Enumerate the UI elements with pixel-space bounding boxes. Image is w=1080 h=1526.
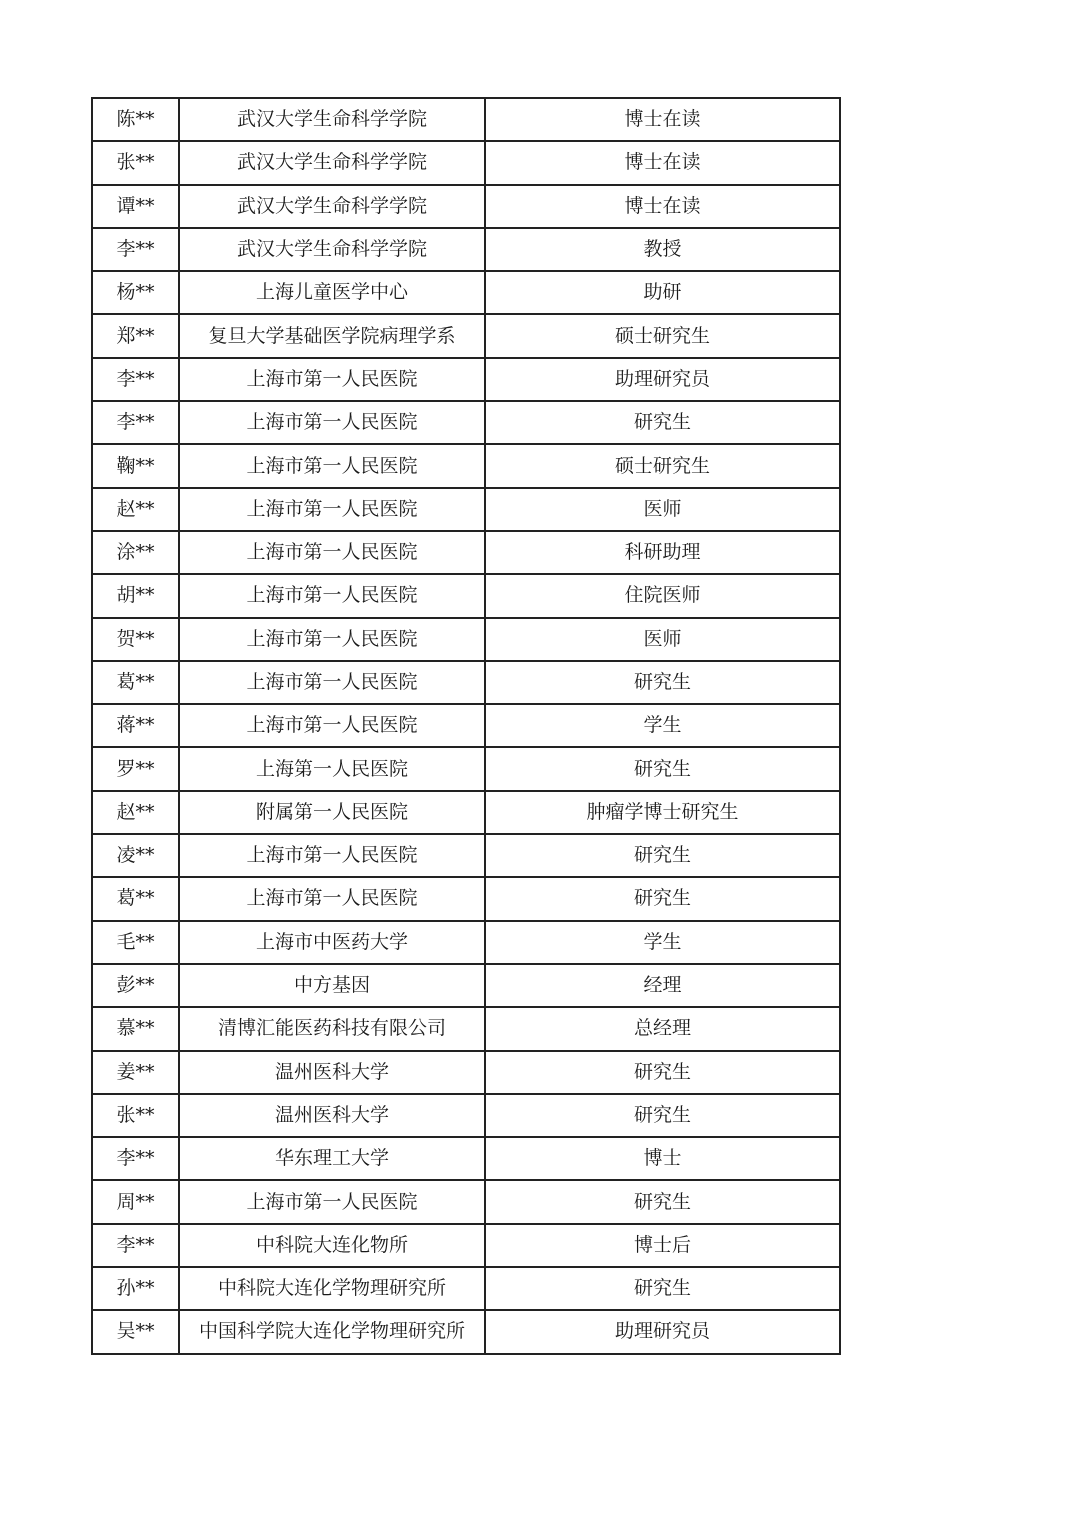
title-cell: 教授 xyxy=(485,228,840,271)
title-cell: 经理 xyxy=(485,964,840,1007)
organization-cell: 复旦大学基础医学院病理学系 xyxy=(179,314,485,357)
table-row xyxy=(92,1267,840,1310)
table-row xyxy=(92,444,840,487)
organization-cell: 上海市第一人民医院 xyxy=(179,834,485,877)
name-cell: 贺** xyxy=(92,618,179,661)
title-cell: 助理研究员 xyxy=(485,1310,840,1353)
organization-cell: 上海市第一人民医院 xyxy=(179,531,485,574)
organization-cell: 中方基因 xyxy=(179,964,485,1007)
table-row xyxy=(92,488,840,531)
organization-cell: 上海市第一人民医院 xyxy=(179,401,485,444)
table-row xyxy=(92,747,840,790)
name-cell: 葛** xyxy=(92,877,179,920)
organization-cell: 武汉大学生命科学学院 xyxy=(179,228,485,271)
organization-cell: 上海市第一人民医院 xyxy=(179,574,485,617)
title-cell: 研究生 xyxy=(485,1180,840,1223)
title-cell: 总经理 xyxy=(485,1007,840,1050)
table-row xyxy=(92,98,840,141)
table-row xyxy=(92,358,840,401)
organization-cell: 上海市第一人民医院 xyxy=(179,444,485,487)
name-cell: 谭** xyxy=(92,185,179,228)
title-cell: 助研 xyxy=(485,271,840,314)
name-cell: 李** xyxy=(92,228,179,271)
title-cell: 博士在读 xyxy=(485,141,840,184)
title-cell: 研究生 xyxy=(485,1267,840,1310)
organization-cell: 温州医科大学 xyxy=(179,1051,485,1094)
organization-cell: 清博汇能医药科技有限公司 xyxy=(179,1007,485,1050)
organization-cell: 上海市第一人民医院 xyxy=(179,661,485,704)
organization-cell: 武汉大学生命科学学院 xyxy=(179,98,485,141)
title-cell: 博士 xyxy=(485,1137,840,1180)
name-cell: 李** xyxy=(92,401,179,444)
table-row xyxy=(92,141,840,184)
organization-cell: 华东理工大学 xyxy=(179,1137,485,1180)
name-cell: 吴** xyxy=(92,1310,179,1353)
title-cell: 博士后 xyxy=(485,1224,840,1267)
title-cell: 研究生 xyxy=(485,661,840,704)
title-cell: 博士在读 xyxy=(485,185,840,228)
title-cell: 研究生 xyxy=(485,401,840,444)
organization-cell: 上海市第一人民医院 xyxy=(179,488,485,531)
title-cell: 医师 xyxy=(485,488,840,531)
name-cell: 周** xyxy=(92,1180,179,1223)
name-cell: 胡** xyxy=(92,574,179,617)
name-cell: 姜** xyxy=(92,1051,179,1094)
name-cell: 赵** xyxy=(92,791,179,834)
table-row xyxy=(92,531,840,574)
name-cell: 李** xyxy=(92,358,179,401)
name-cell: 涂** xyxy=(92,531,179,574)
title-cell: 学生 xyxy=(485,921,840,964)
table-row xyxy=(92,921,840,964)
name-cell: 毛** xyxy=(92,921,179,964)
title-cell: 研究生 xyxy=(485,834,840,877)
name-cell: 张** xyxy=(92,1094,179,1137)
table-row xyxy=(92,574,840,617)
organization-cell: 武汉大学生命科学学院 xyxy=(179,185,485,228)
table-row xyxy=(92,314,840,357)
name-cell: 张** xyxy=(92,141,179,184)
table-row xyxy=(92,1137,840,1180)
organization-cell: 中科院大连化物所 xyxy=(179,1224,485,1267)
name-cell: 陈** xyxy=(92,98,179,141)
organization-cell: 武汉大学生命科学学院 xyxy=(179,141,485,184)
name-cell: 孙** xyxy=(92,1267,179,1310)
name-cell: 葛** xyxy=(92,661,179,704)
name-cell: 鞠** xyxy=(92,444,179,487)
title-cell: 研究生 xyxy=(485,747,840,790)
title-cell: 硕士研究生 xyxy=(485,444,840,487)
organization-cell: 中国科学院大连化学物理研究所 xyxy=(179,1310,485,1353)
table-row xyxy=(92,271,840,314)
title-cell: 学生 xyxy=(485,704,840,747)
organization-cell: 上海市第一人民医院 xyxy=(179,358,485,401)
table-row xyxy=(92,1051,840,1094)
table-row xyxy=(92,1180,840,1223)
table-row xyxy=(92,834,840,877)
table-row xyxy=(92,704,840,747)
organization-cell: 上海市第一人民医院 xyxy=(179,877,485,920)
table-row xyxy=(92,618,840,661)
name-cell: 凌** xyxy=(92,834,179,877)
table-row xyxy=(92,791,840,834)
title-cell: 医师 xyxy=(485,618,840,661)
title-cell: 硕士研究生 xyxy=(485,314,840,357)
name-cell: 彭** xyxy=(92,964,179,1007)
organization-cell: 上海市第一人民医院 xyxy=(179,1180,485,1223)
name-cell: 郑** xyxy=(92,314,179,357)
title-cell: 研究生 xyxy=(485,1094,840,1137)
name-cell: 罗** xyxy=(92,747,179,790)
title-cell: 博士在读 xyxy=(485,98,840,141)
organization-cell: 上海儿童医学中心 xyxy=(179,271,485,314)
name-cell: 慕** xyxy=(92,1007,179,1050)
name-cell: 李** xyxy=(92,1224,179,1267)
table-row xyxy=(92,1094,840,1137)
title-cell: 助理研究员 xyxy=(485,358,840,401)
title-cell: 研究生 xyxy=(485,1051,840,1094)
table-row xyxy=(92,1007,840,1050)
organization-cell: 上海市中医药大学 xyxy=(179,921,485,964)
table-row xyxy=(92,964,840,1007)
table-row xyxy=(92,1224,840,1267)
name-cell: 杨** xyxy=(92,271,179,314)
title-cell: 科研助理 xyxy=(485,531,840,574)
title-cell: 研究生 xyxy=(485,877,840,920)
name-cell: 李** xyxy=(92,1137,179,1180)
organization-cell: 中科院大连化学物理研究所 xyxy=(179,1267,485,1310)
table-row xyxy=(92,877,840,920)
name-cell: 蒋** xyxy=(92,704,179,747)
name-cell: 赵** xyxy=(92,488,179,531)
table-body xyxy=(92,98,840,1354)
title-cell: 肿瘤学博士研究生 xyxy=(485,791,840,834)
table-row xyxy=(92,228,840,271)
organization-cell: 上海市第一人民医院 xyxy=(179,704,485,747)
table-row xyxy=(92,1310,840,1353)
participant-table xyxy=(91,97,841,1355)
table-row xyxy=(92,401,840,444)
organization-cell: 附属第一人民医院 xyxy=(179,791,485,834)
organization-cell: 温州医科大学 xyxy=(179,1094,485,1137)
organization-cell: 上海第一人民医院 xyxy=(179,747,485,790)
table-row xyxy=(92,185,840,228)
title-cell: 住院医师 xyxy=(485,574,840,617)
table-row xyxy=(92,661,840,704)
organization-cell: 上海市第一人民医院 xyxy=(179,618,485,661)
